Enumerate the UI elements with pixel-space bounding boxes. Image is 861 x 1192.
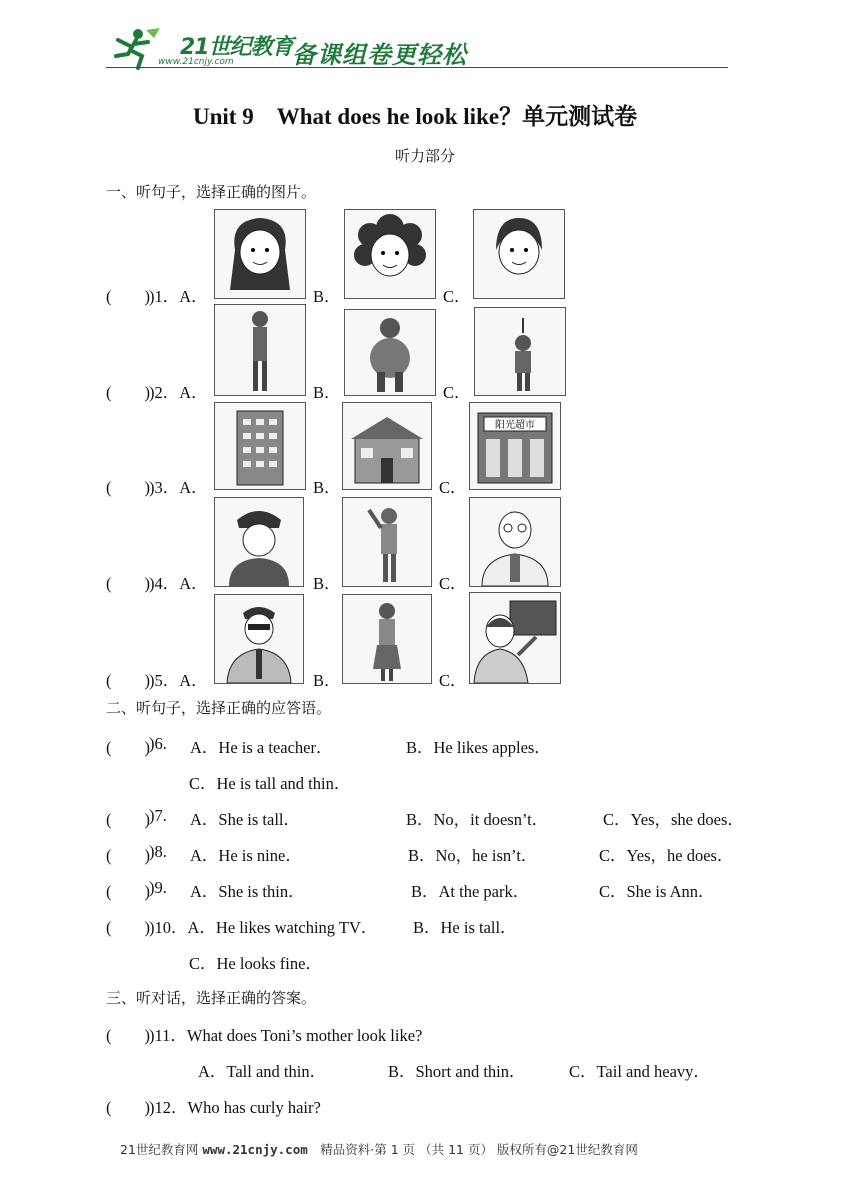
question-2-paren[interactable]: ( ) <box>106 383 150 402</box>
question-9-option-a: A．She is thin． <box>190 882 305 901</box>
section-3-heading: 三、听对话，选择正确的答案。 <box>106 989 317 1007</box>
question-8-paren[interactable]: ( ) <box>106 846 150 865</box>
section-2-heading: 二、听句子，选择正确的应答语。 <box>106 699 332 717</box>
supermarket-icon[interactable] <box>469 402 561 490</box>
question-1-label: )1．A． <box>149 287 208 306</box>
man-sunglasses-icon[interactable] <box>214 594 304 684</box>
question-3-option-b: B． <box>313 478 341 497</box>
question-1-option-b: B． <box>313 287 341 306</box>
question-9-option-c: C．She is Ann． <box>599 882 715 901</box>
question-6-option-a: A．He is a teacher． <box>190 738 333 757</box>
waving-man-icon[interactable] <box>342 497 432 587</box>
question-7-option-c: C．Yes，she does． <box>603 810 744 829</box>
question-12-paren[interactable]: ( ) <box>106 1098 150 1117</box>
tall-man-icon[interactable] <box>214 304 306 396</box>
teacher-icon[interactable] <box>469 592 561 684</box>
question-8-option-c: C．Yes，he does． <box>599 846 734 865</box>
question-10-label: )10．A．He likes watching TV． <box>149 918 378 937</box>
question-5-option-c: C． <box>439 671 467 690</box>
question-4-option-b: B． <box>313 574 341 593</box>
footer-url[interactable]: www.21cnjy.com <box>202 1142 308 1157</box>
brand-name: 21世纪教育 <box>180 35 293 60</box>
question-8-label: )8. <box>149 842 167 861</box>
question-4-paren[interactable]: ( ) <box>106 574 150 593</box>
question-10-option-b: B．He is tall． <box>413 918 517 937</box>
question-10-option-c: C．He looks fine． <box>189 954 322 973</box>
policeman-icon[interactable] <box>214 497 304 587</box>
question-11-option-b: B．Short and thin． <box>388 1062 526 1081</box>
question-11-option-a: A．Tall and thin． <box>198 1062 327 1081</box>
girl-long-hair-icon[interactable] <box>214 209 306 299</box>
woman-standing-icon[interactable] <box>342 594 432 684</box>
question-5-paren[interactable]: ( ) <box>106 671 150 690</box>
small-building-icon[interactable] <box>342 402 432 490</box>
short-boy-icon[interactable] <box>474 307 566 396</box>
question-6-option-c: C．He is tall and thin． <box>189 774 351 793</box>
question-1-paren[interactable]: ( ) <box>106 287 150 306</box>
question-6-label: )6. <box>149 734 167 753</box>
question-7-option-b: B．No，it doesn’t． <box>406 810 549 829</box>
question-8-option-a: A．He is nine． <box>190 846 302 865</box>
tall-building-icon[interactable] <box>214 402 306 490</box>
question-8-option-b: B．No，he isn’t． <box>408 846 538 865</box>
question-9-option-b: B．At the park． <box>411 882 530 901</box>
question-11-option-c: C．Tail and heavy． <box>569 1062 710 1081</box>
question-2-option-b: B． <box>313 383 341 402</box>
question-6-option-b: B．He likes apples． <box>406 738 551 757</box>
question-1-option-c: C． <box>443 287 471 306</box>
page-footer <box>120 1140 638 1158</box>
question-5-label: )5．A． <box>149 671 208 690</box>
footer-left: 21世纪教育网 <box>120 1142 203 1157</box>
question-11-paren[interactable]: ( ) <box>106 1026 150 1045</box>
footer-right: 精品资料·第 1 页 （共 11 页） 版权所有@21世纪教育网 <box>307 1142 638 1157</box>
girl-short-hair-icon[interactable] <box>473 209 565 299</box>
page-subtitle: 听力部分 <box>395 147 456 165</box>
question-12-label: )12．Who has curly hair? <box>149 1098 321 1117</box>
brand-url: www.21cnjy.com <box>158 57 234 67</box>
page-title: Unit 9 What does he look like？单元测试卷 <box>193 104 638 129</box>
section-1-heading: 一、听句子，选择正确的图片。 <box>106 183 317 201</box>
question-3-option-c: C． <box>439 478 467 497</box>
doctor-icon[interactable] <box>469 497 561 587</box>
question-4-option-c: C． <box>439 574 467 593</box>
supermarket-sign: 阳光超市 <box>495 420 535 431</box>
question-7-option-a: A．She is tall． <box>190 810 300 829</box>
short-heavy-man-icon[interactable] <box>344 309 436 396</box>
question-9-paren[interactable]: ( ) <box>106 882 150 901</box>
question-3-label: )3．A． <box>149 478 208 497</box>
question-6-paren[interactable]: ( ) <box>106 738 150 757</box>
question-11-label: )11．What does Toni’s mother look like? <box>149 1026 423 1045</box>
question-7-label: )7. <box>149 806 167 825</box>
header-rule <box>106 67 728 68</box>
question-2-label: )2．A． <box>149 383 208 402</box>
question-2-option-c: C． <box>443 383 471 402</box>
header-slogan: 备课组卷更轻松 <box>292 41 467 69</box>
question-4-label: )4．A． <box>149 574 208 593</box>
question-7-paren[interactable]: ( ) <box>106 810 150 829</box>
question-9-label: )9. <box>149 878 167 897</box>
question-3-paren[interactable]: ( ) <box>106 478 150 497</box>
question-10-paren[interactable]: ( ) <box>106 918 150 937</box>
girl-curly-hair-icon[interactable] <box>344 209 436 299</box>
question-5-option-b: B． <box>313 671 341 690</box>
